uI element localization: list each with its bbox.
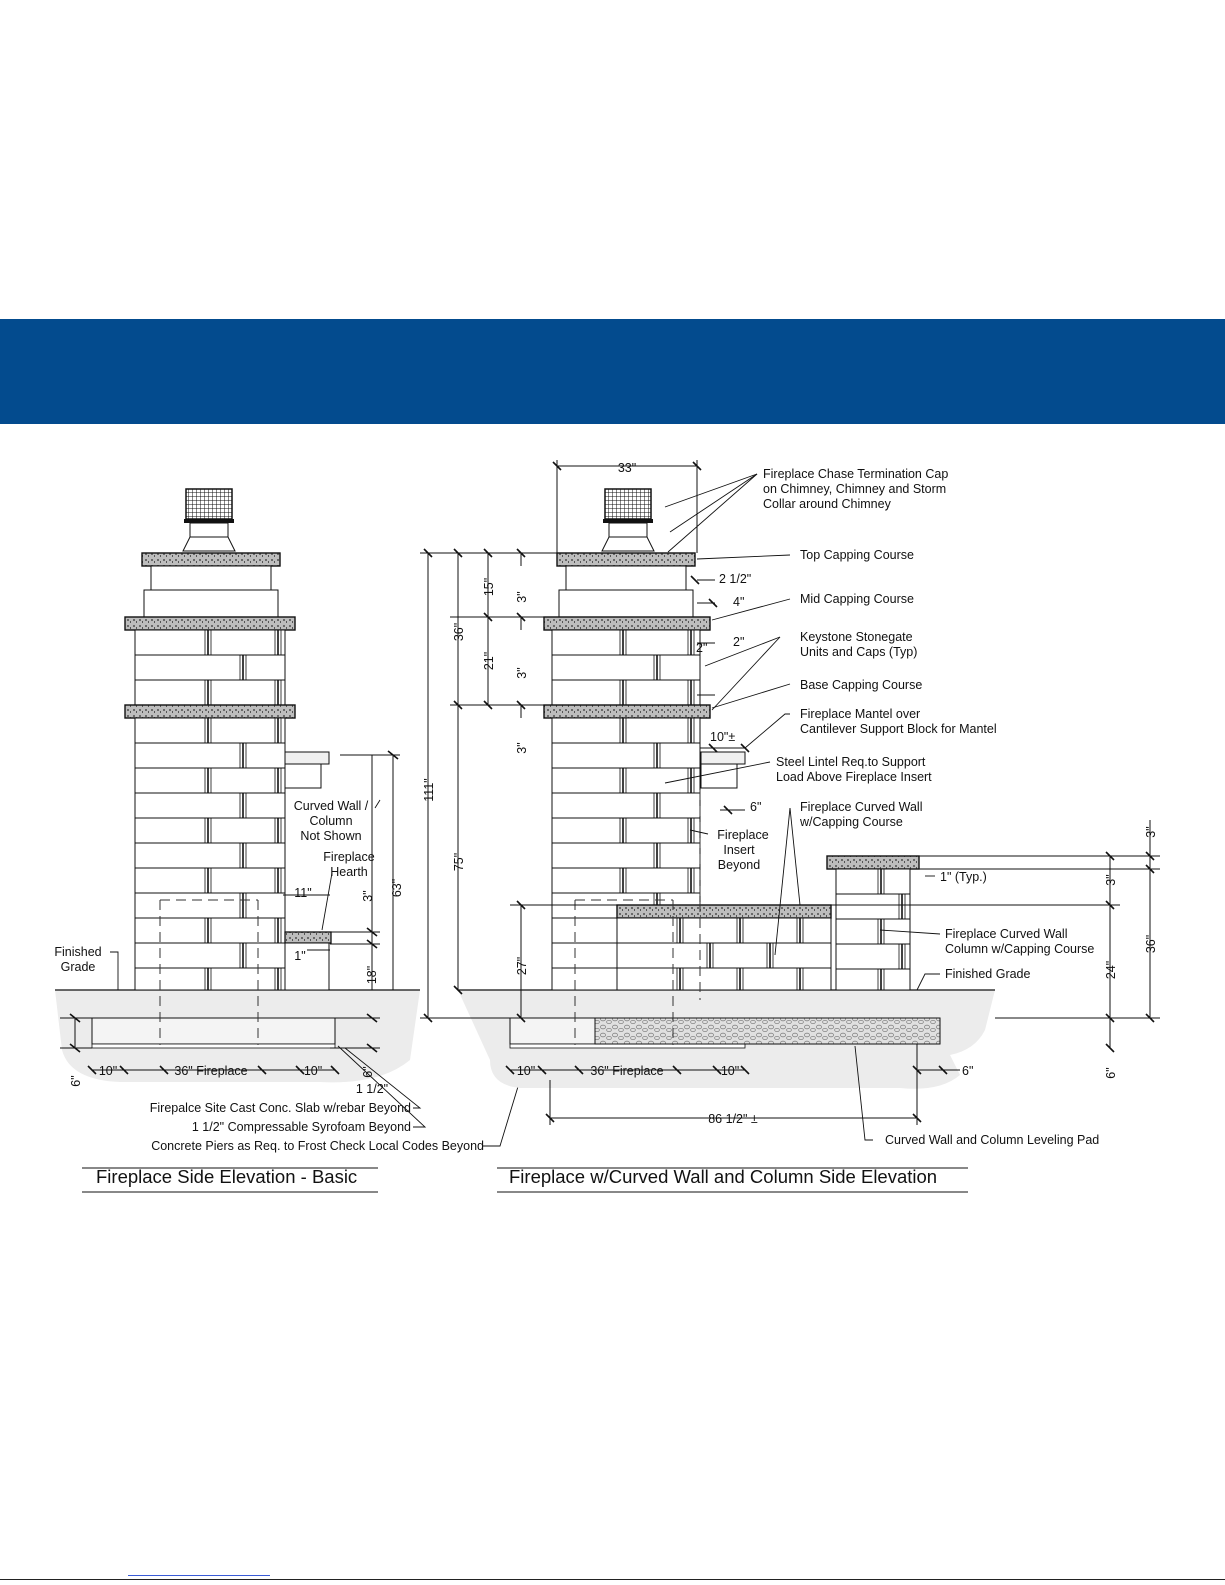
right-column-label xyxy=(945,927,1094,956)
svg-text:Column w/Capping Course: Column w/Capping Course xyxy=(945,942,1095,956)
left-hearth xyxy=(285,932,331,943)
left-dim-1half: 1 1/2" xyxy=(355,1082,389,1096)
right-dim-10d: 10" xyxy=(720,1064,740,1078)
left-dim-10b: 10" xyxy=(303,1064,323,1078)
right-top-capping xyxy=(557,553,695,566)
right-mantel xyxy=(701,752,745,764)
footer-rule xyxy=(0,1579,1225,1580)
right-dim-36: 36" xyxy=(452,622,466,642)
right-dim-2a: 2" xyxy=(733,635,745,649)
left-lower-course xyxy=(135,743,285,768)
left-upper-course xyxy=(135,655,285,680)
svg-text:Fireplace Curved Wall: Fireplace Curved Wall xyxy=(945,927,1068,941)
svg-text:Finished: Finished xyxy=(54,945,102,959)
left-dim-11: 11" xyxy=(294,886,312,900)
left-dim-6a: 6" xyxy=(69,1075,83,1087)
svg-text:w/Capping Course: w/Capping Course xyxy=(800,815,903,829)
right-top-capping-label: Top Capping Course xyxy=(800,548,914,562)
left-lower-course xyxy=(135,768,285,793)
left-lower-course xyxy=(135,943,285,968)
right-dim-3b: 3" xyxy=(515,667,529,679)
right-elevation xyxy=(420,460,1160,1192)
right-mantel-label xyxy=(800,707,997,736)
right-dim-36f: 36" Fireplace xyxy=(590,1064,664,1078)
right-dim-10c: 10" xyxy=(516,1064,536,1078)
left-title: Fireplace Side Elevation - Basic xyxy=(96,1166,358,1187)
left-dim-6b: 6" xyxy=(361,1066,375,1078)
left-slab-label: Firepalce Site Cast Conc. Slab w/rebar Beyond xyxy=(149,1101,411,1115)
left-base-capping xyxy=(125,705,295,718)
right-dim-2b: 2" xyxy=(696,641,708,655)
left-finished-grade-label xyxy=(54,945,101,974)
svg-text:Cantilever Support Block for M: Cantilever Support Block for Mantel xyxy=(800,722,997,736)
svg-text:Curved Wall /: Curved Wall / xyxy=(293,799,369,813)
svg-text:Keystone Stonegate: Keystone Stonegate xyxy=(800,630,913,644)
left-dim-10a: 10" xyxy=(98,1064,118,1078)
right-mid-capping-label: Mid Capping Course xyxy=(800,592,914,606)
svg-text:on Chimney, Chimney and Storm: on Chimney, Chimney and Storm xyxy=(763,482,947,496)
right-dim-6p: 6" xyxy=(962,1064,974,1078)
right-lower-course xyxy=(552,843,700,868)
right-dim-10pm: 10"± xyxy=(710,730,736,744)
footer-link-underline xyxy=(128,1575,270,1576)
right-wall-course xyxy=(617,918,831,943)
left-lower-course xyxy=(135,893,285,918)
left-dim-18: 18" xyxy=(365,965,379,985)
left-upper-course xyxy=(135,630,285,655)
left-curved-wall-label xyxy=(294,799,369,843)
left-piers-label: Concrete Piers as Req. to Frost Check Local Codes Beyond xyxy=(151,1139,484,1153)
right-wall-course xyxy=(617,943,831,968)
right-dim-6i: 6" xyxy=(750,800,762,814)
right-wall-course xyxy=(617,968,831,990)
left-chimney-cap xyxy=(186,489,232,519)
right-dim-75: 75" xyxy=(452,852,466,872)
right-keystone-label xyxy=(800,630,917,659)
left-upper-course xyxy=(135,680,285,705)
left-lower-course xyxy=(135,793,285,818)
svg-text:Units and Caps (Typ): Units and Caps (Typ) xyxy=(800,645,918,659)
right-dim-3r2: 3" xyxy=(1104,874,1118,886)
left-hearth-label xyxy=(323,850,374,879)
left-mid-capping xyxy=(125,617,295,630)
right-dim-15: 15" xyxy=(482,577,496,597)
left-lower-course xyxy=(135,968,285,990)
left-mantel xyxy=(285,752,329,764)
right-chimney-cap xyxy=(605,489,651,519)
right-column-course xyxy=(836,969,910,990)
right-cap-label xyxy=(763,467,948,511)
right-dim-2half: 2 1/2" xyxy=(719,572,752,586)
right-dim-3r: 3" xyxy=(1144,826,1158,838)
right-dim-27: 27" xyxy=(515,956,529,976)
right-dim-36r: 36" xyxy=(1144,934,1158,954)
right-typ-label: 1" (Typ.) xyxy=(940,870,987,884)
left-elevation xyxy=(54,489,520,1192)
right-column-capping xyxy=(827,856,919,869)
left-slab xyxy=(92,1018,335,1044)
right-lower-course xyxy=(552,793,700,818)
svg-text:Not Shown: Not Shown xyxy=(300,829,362,843)
svg-text:Fireplace: Fireplace xyxy=(323,850,375,864)
right-column-course xyxy=(836,869,910,894)
right-dim-86: 86 1/2" ± xyxy=(708,1112,758,1126)
right-dim-33: 33" xyxy=(617,461,637,475)
right-base-capping-label: Base Capping Course xyxy=(800,678,923,692)
right-slab xyxy=(510,1018,595,1044)
left-top-capping xyxy=(142,553,280,566)
right-dim-6r: 6" xyxy=(1104,1067,1118,1079)
right-dim-21: 21" xyxy=(482,651,496,671)
svg-text:Insert: Insert xyxy=(723,843,755,857)
right-leveling-pad xyxy=(595,1018,940,1044)
right-lintel-label xyxy=(776,755,932,784)
right-leveling-pad-label: Curved Wall and Column Leveling Pad xyxy=(885,1133,1100,1147)
svg-text:Collar around Chimney: Collar around Chimney xyxy=(763,497,891,511)
svg-text:Fireplace Mantel over: Fireplace Mantel over xyxy=(800,707,921,721)
left-lower-course xyxy=(135,843,285,868)
left-lower-course xyxy=(135,918,285,943)
right-curved-wall-capping xyxy=(617,905,831,918)
svg-text:Fireplace Chase Termination Ca: Fireplace Chase Termination Cap xyxy=(763,467,949,481)
svg-text:Fireplace Curved Wall: Fireplace Curved Wall xyxy=(800,800,923,814)
right-curved-wall-label xyxy=(799,800,923,829)
svg-text:Fireplace: Fireplace xyxy=(717,828,769,842)
svg-text:Hearth: Hearth xyxy=(330,865,368,879)
right-lower-course xyxy=(552,743,700,768)
svg-text:Load Above Fireplace Insert: Load Above Fireplace Insert xyxy=(776,770,932,784)
right-finished-grade-label: Finished Grade xyxy=(945,967,1031,981)
right-dim-3a: 3" xyxy=(515,591,529,603)
right-upper-course xyxy=(552,655,700,680)
right-dim-24: 24" xyxy=(1104,960,1118,980)
right-base-capping xyxy=(544,705,710,718)
left-dim-63: 63" xyxy=(390,878,404,898)
left-lower-course xyxy=(135,818,285,843)
right-mid-capping xyxy=(544,617,710,630)
left-lower-course xyxy=(135,868,285,893)
svg-text:Steel Lintel Req.to Support: Steel Lintel Req.to Support xyxy=(776,755,926,769)
left-dim-1: 1" xyxy=(294,949,306,963)
right-insert-label xyxy=(717,828,768,872)
left-syrofoam-label: 1 1/2" Compressable Syrofoam Beyond xyxy=(191,1120,411,1134)
svg-text:Beyond: Beyond xyxy=(717,858,761,872)
svg-text:Column: Column xyxy=(309,814,353,828)
right-title: Fireplace w/Curved Wall and Column Side Elevation xyxy=(509,1166,938,1187)
right-dim-3c: 3" xyxy=(515,742,529,754)
right-dim-4: 4" xyxy=(733,595,745,609)
left-lower-course xyxy=(135,718,285,743)
left-dim-36: 36" Fireplace xyxy=(174,1064,248,1078)
svg-text:Grade: Grade xyxy=(60,960,96,974)
left-dim-3: 3" xyxy=(361,890,375,902)
right-dim-111: 111" xyxy=(422,778,436,802)
